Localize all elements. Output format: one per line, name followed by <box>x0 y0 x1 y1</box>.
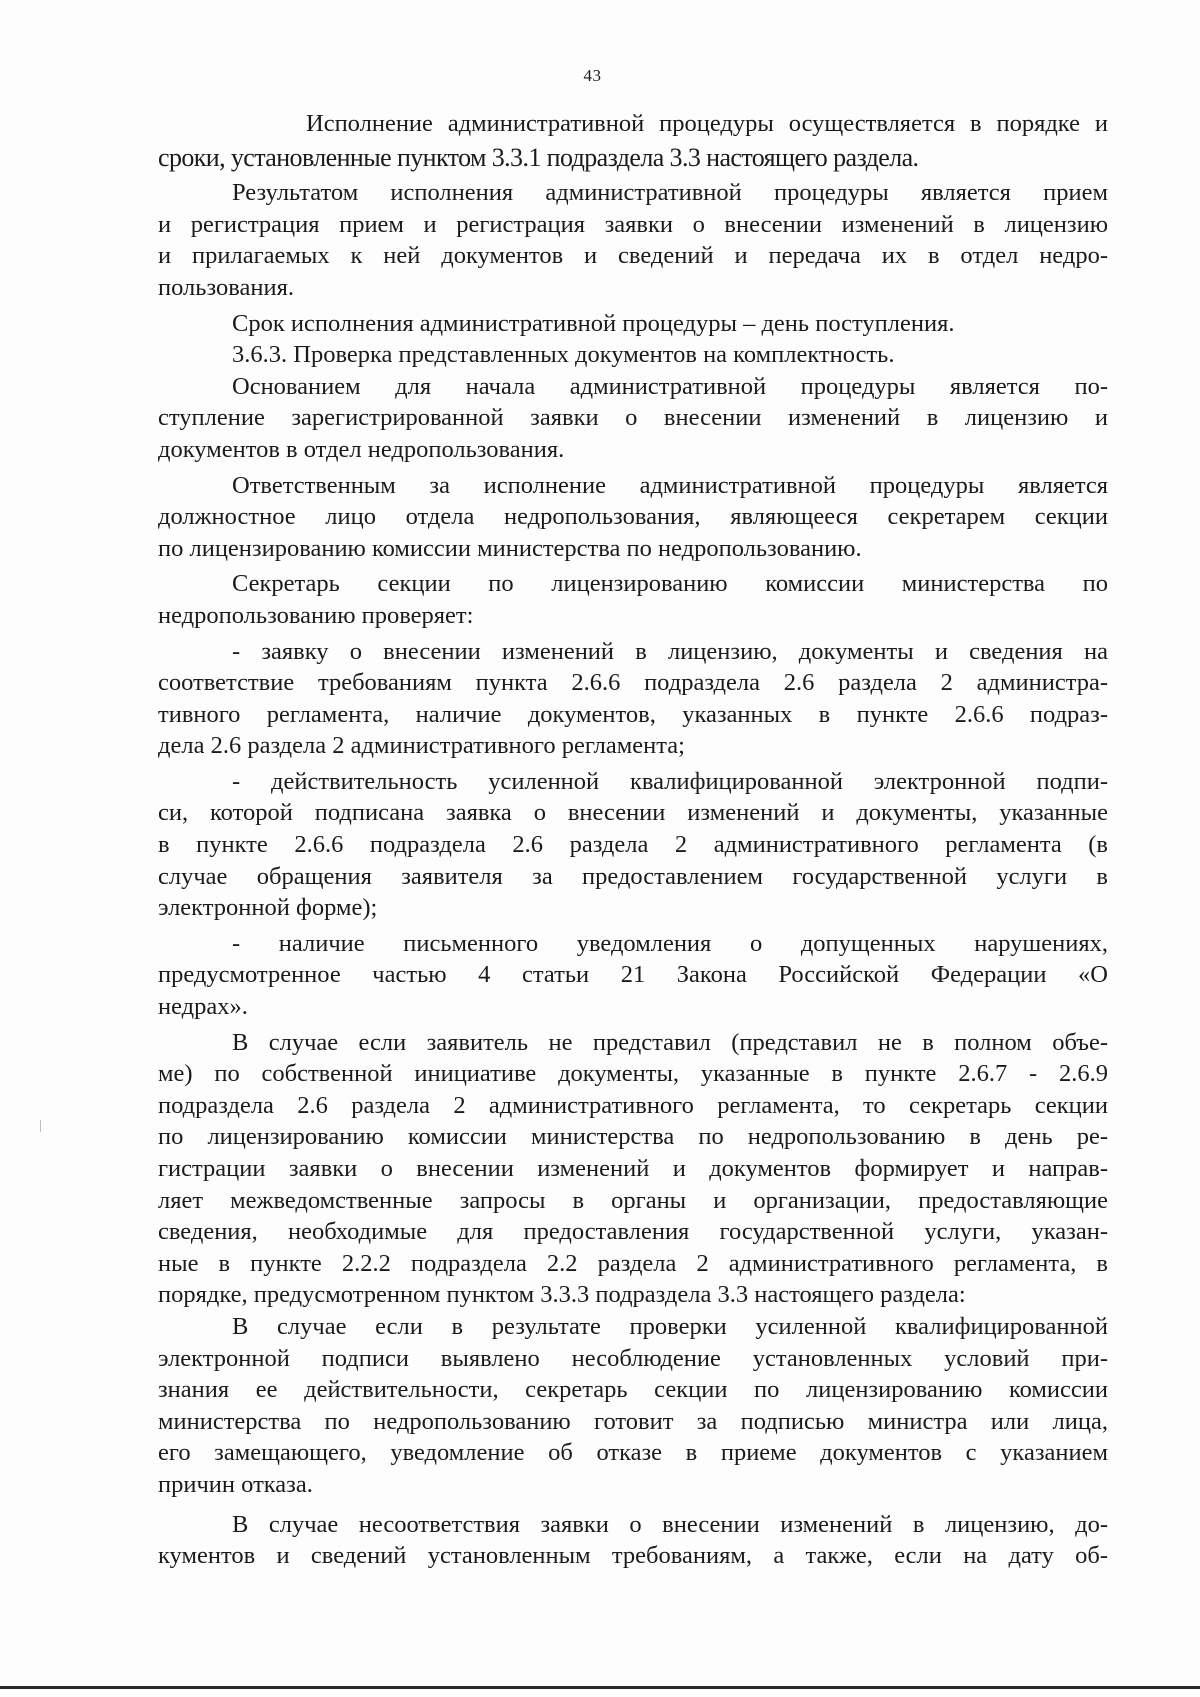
text-line: гистрации заявки о внесении изменений и документов формирует и направ- <box>158 1155 1108 1182</box>
section-heading <box>158 339 1108 371</box>
text-line: предусмотренное частью 4 статьи 21 Закона Российской Федерации «О <box>158 961 1108 989</box>
text-line: по лицензированию комиссии министерства по недропользованию. <box>158 534 862 562</box>
text-line: Ответственным за исполнение административной процедуры является <box>232 471 1108 499</box>
text-line: электронной форме); <box>158 894 378 922</box>
text-line: электронной подписи выявлено несоблюдение установленных условий при- <box>158 1344 1108 1372</box>
scan-mark <box>40 1120 41 1132</box>
paragraph <box>158 108 1108 140</box>
text-line: - заявку о внесении изменений в лицензию, документы и сведения на <box>232 637 1108 665</box>
text-line: - наличие письменного уведомления о допущенных нарушениях, <box>232 929 1108 957</box>
text-line: Основанием для начала административной процедуры является по- <box>232 372 1108 400</box>
paragraph <box>158 177 1108 303</box>
text-line: В случае если заявитель не представил (представил не в полном объе- <box>232 1028 1108 1056</box>
text-line: кументов и сведений установленным требованиям, а также, если на дату об- <box>158 1542 1108 1570</box>
text-line: ляет межведомственные запросы в органы и организации, предоставляющие <box>158 1186 1108 1214</box>
page-bottom-edge <box>0 1686 1200 1689</box>
text-line: сроки, установленные пунктом 3.3.1 подраздела 3.3 настоящего раздела. <box>158 142 919 172</box>
text-line: Результатом исполнения административной процедуры является прием <box>232 179 1108 207</box>
text-line: и регистрация прием и регистрация заявки о внесении изменений в лицензию <box>158 210 1108 238</box>
text-line: в пункте 2.6.6 подраздела 2.6 раздела 2 административного регламента (в <box>158 831 1108 859</box>
text-line: ме) по собственной инициативе документы, указанные в пункте 2.6.7 - 2.6.9 <box>158 1060 1108 1088</box>
text-line: ступление зарегистрированной заявки о внесении изменений в лицензию и <box>158 404 1108 432</box>
text-line: его замещающего, уведомление об отказе в приеме документов с указанием <box>158 1439 1108 1467</box>
page-number: 43 <box>583 66 602 85</box>
text-line: по лицензированию комиссии министерства по недропользованию в день ре- <box>158 1123 1108 1151</box>
text-line: пользования. <box>158 273 294 301</box>
list-item <box>158 928 1108 1023</box>
text-line: недрах». <box>158 993 248 1021</box>
text-line: сведения, необходимые для предоставления государственной услуги, указан- <box>158 1218 1108 1246</box>
list-item <box>158 766 1108 924</box>
paragraph <box>158 308 1108 340</box>
text-line: Срок исполнения административной процедуры – день поступления. <box>232 309 955 337</box>
text-line: Секретарь секции по лицензированию комиссии министерства по <box>232 570 1108 598</box>
text-line: документов в отдел недропользования. <box>158 435 565 463</box>
text-line: подраздела 2.6 раздела 2 административного регламента, то секретарь секции <box>158 1091 1108 1119</box>
text-line: В случае если в результате проверки усиленной квалифицированной <box>232 1312 1108 1340</box>
text-line: министерства по недропользованию готовит за подписью министра или лица, <box>158 1407 1108 1435</box>
paragraph <box>158 470 1108 565</box>
text-line: ные в пункте 2.2.2 подраздела 2.2 раздела 2 административного регламента, в <box>158 1249 1108 1277</box>
text-line: тивного регламента, наличие документов, указанных в пункте 2.6.6 подраз- <box>158 700 1108 728</box>
paragraph <box>158 371 1108 466</box>
text-line: порядке, предусмотренном пунктом 3.3.3 подраздела 3.3 настоящего раздела: <box>158 1281 966 1309</box>
text-line: должностное лицо отдела недропользования, являющееся секретарем секции <box>158 503 1108 531</box>
text-line: соответствие требованиям пункта 2.6.6 подраздела 2.6 раздела 2 администра- <box>158 669 1108 697</box>
text-line: причин отказа. <box>158 1470 313 1498</box>
paragraph <box>158 568 1108 631</box>
text-line: недропользованию проверяет: <box>158 601 474 629</box>
list-item <box>158 636 1108 762</box>
text-line: 3.6.3. Проверка представленных документов на комплектность. <box>232 341 895 369</box>
text-line: - действительность усиленной квалифицированной электронной подпи- <box>232 767 1108 795</box>
paragraph <box>158 1027 1108 1311</box>
text-line: дела 2.6 раздела 2 административного регламента; <box>158 732 685 760</box>
text-line: В случае несоответствия заявки о внесении изменений в лицензию, до- <box>232 1510 1108 1538</box>
text-line: си, которой подписана заявка о внесении изменений и документы, указанные <box>158 799 1108 827</box>
text-line: случае обращения заявителя за предоставлением государственной услуги в <box>158 862 1108 890</box>
text-line: и прилагаемых к ней документов и сведений и передача их в отдел недро- <box>158 242 1108 270</box>
paragraph <box>158 1509 1108 1572</box>
paragraph <box>158 142 1108 174</box>
text-line: знания ее действительности, секретарь секции по лицензированию комиссии <box>158 1376 1108 1404</box>
paragraph <box>158 1311 1108 1501</box>
text-line: Исполнение административной процедуры осуществляется в порядке и <box>306 110 1108 137</box>
document-body <box>158 108 1108 1572</box>
